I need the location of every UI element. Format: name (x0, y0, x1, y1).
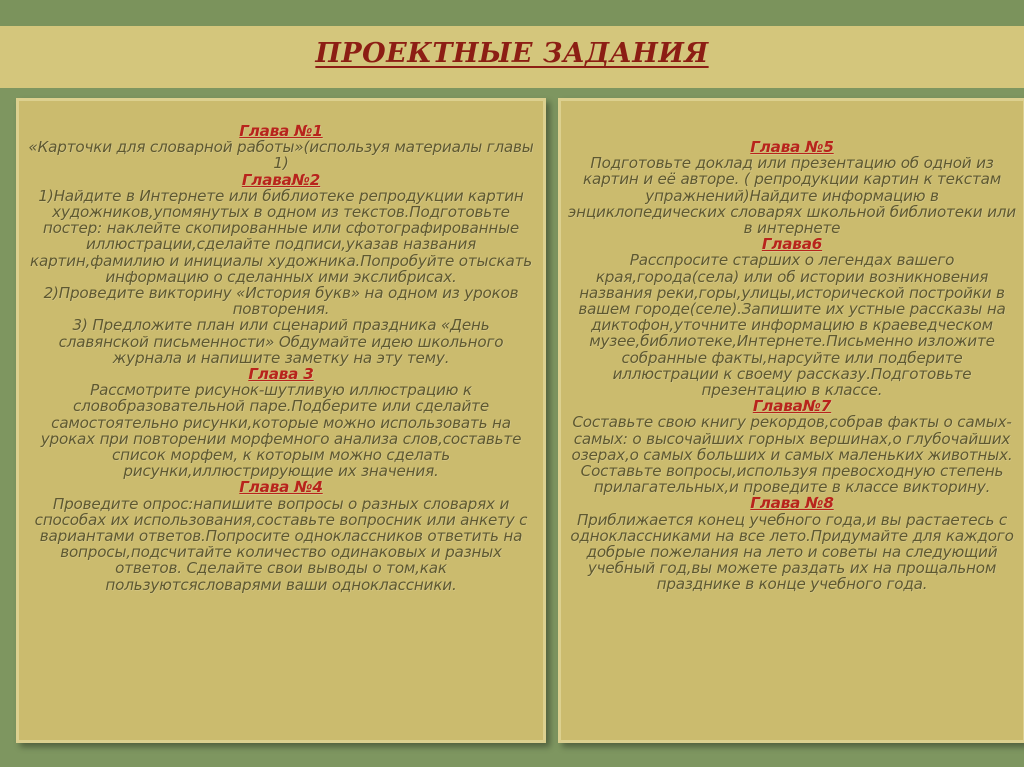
chapter-8-text: Приближается конец учебного года,и вы растаетесь с одноклассниками на все лето.Придумайте для каждого добрые пожелания на лето и советы на следующий учебный год,вы можете раздать их на прощальном празднике в конце учебного года. (570, 510, 1014, 594)
chapter-1-text: «Карточки для словарной работы»(используя материалы главы 1) (28, 138, 534, 173)
chapter-4-heading: Глава №4 (239, 478, 323, 497)
chapter-6-heading: Глава6 (761, 235, 823, 254)
chapter-3-text: Рассмотрите рисунок-шутливую иллюстрацию к словобразовательной паре.Подберите или сделайте самостоятельно рисунки,которые можно использовать на уроках при повторении морфемного анализа слов,составьте список морфем, к которым можно сделать рисунки,иллюстрирующие их значения. (40, 381, 522, 481)
chapter-5-heading: Глава №5 (750, 138, 834, 156)
chapter-6-text: Расспросите старших о легендах вашего края,города(села) или об истории возникновения названия реки,горы,улицы,исторической постройки в вашем городе(селе).Запишите их устные рассказы на диктофон,уточните информацию в краеведческом музее,библиотеке,Интернете.Письменно изложите собранные факты,нарсуйте или подберите иллюстрации к своему рассказу.Подготовьте презентацию в классе. (578, 251, 1006, 400)
chapter-2-item-3: 3) Предложите план или сценарий праздника «День славянской письменности» Обдумайте идею школьного журнала и напишите заметку на эту тему. (58, 316, 504, 367)
chapter-8-heading: Глава №8 (750, 494, 834, 513)
chapter-2-heading: Глава№2 (241, 170, 321, 189)
slide-title: ПРОЕКТНЫЕ ЗАДАНИЯ (315, 38, 709, 69)
chapter-3-heading: Глава 3 (248, 365, 314, 384)
chapter-2-item-1: 1)Найдите в Интернете или библиотеке репродукции картин художников,упомянутых в одном из текстов.Подготовьте постер: наклейте скопированные или сфотографированные иллюстрации,сделайте подписи,указав названия картин,фамилию и инициалы художника.Попробуйте отыскать информацию о сделанных ими экслибрисах. (30, 186, 532, 286)
chapter-7-text: Составьте свою книгу рекордов,собрав факты о самых-самых: о высочайших горных вершинах,о глубочайших озерах,о самых больших и самых маленьких животных. Составьте вопросы,используя превосходную степень прилагательных,и проведите в классе викторину. (571, 413, 1013, 497)
chapter-2-item-2: 2)Проведите викторину «История букв» на одном из уроков повторения. (43, 284, 519, 319)
left-panel (16, 98, 546, 743)
top-strip (0, 0, 1024, 26)
chapter-4-text: Проведите опрос:напишите вопросы о разных словарях и способах их использования,составьте вопросник или анкету с вариантами ответов.Попросите одноклассников ответить на вопросы,подсчитайте количество одинаковых и разных ответов. Сделайте свои выводы о том,как пользуютсясловарями ваши одноклассники. (34, 494, 528, 594)
chapter-1-heading: Глава №1 (239, 122, 323, 140)
right-panel (558, 98, 1024, 743)
left-column-text (19, 123, 543, 593)
chapter-5-text: Подготовьте доклад или презентацию об одной из картин и её авторе. ( репродукции картин к текстам упражнений)Найдите информацию в энциклопедических словарях школьной библиотеки или в интернете (568, 154, 1016, 238)
chapter-7-heading: Глава№7 (752, 397, 832, 416)
right-column-text (561, 139, 1023, 593)
